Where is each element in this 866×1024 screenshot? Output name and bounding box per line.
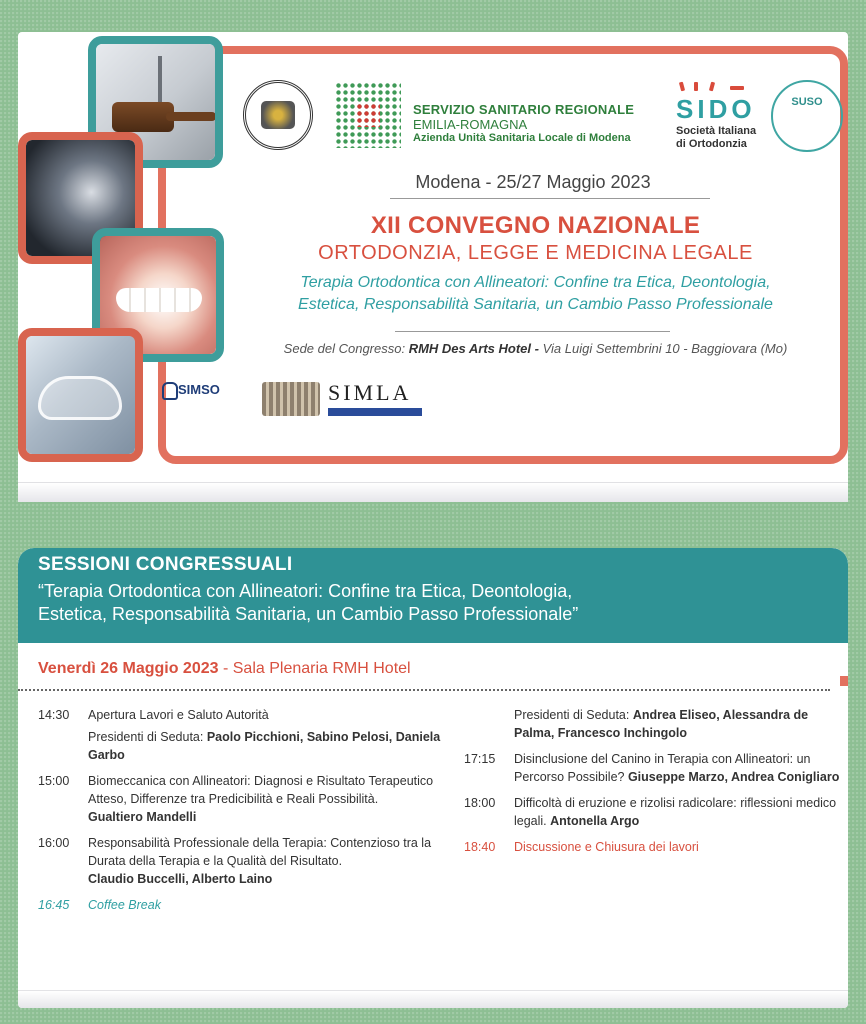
row-label: Presidenti di Seduta: [88, 730, 207, 744]
sessions-theme-line2: Estetica, Responsabilità Sanitaria, un Cambio Passo Professionale” [38, 604, 579, 624]
row-text: Discussione e Chiusura dei lavori [514, 840, 699, 854]
sessions-card [18, 548, 848, 1008]
forensic-society-logo [243, 80, 313, 150]
sessions-header [18, 548, 848, 643]
simla-emblem [262, 382, 320, 416]
sido-word: SIDO [676, 94, 756, 124]
ssr-logo-text [413, 102, 634, 144]
program-row [38, 834, 448, 888]
row-text: Difficoltà di eruzione e rizolisi radicolare: riflessioni medico legali. [514, 796, 837, 828]
row-names: Andrea Eliseo, Alessandra de Palma, Francesco Inchingolo [514, 708, 809, 740]
sido-sub1: Società Italiana [676, 125, 757, 137]
sessions-title: SESSIONI CONGRESSUALI [38, 554, 293, 575]
venue-name: RMH Des Arts Hotel [408, 341, 532, 356]
program-row [464, 750, 848, 786]
program-row [38, 706, 448, 724]
row-text: Responsabilità Professionale della Terapia: Contenzioso tra la Durata della Terapia e la Qualità del Risultato. [88, 836, 432, 868]
suso-word: SUSO [791, 96, 823, 108]
row-time [38, 728, 88, 764]
program-right [464, 706, 848, 864]
ssr-line1: SERVIZIO SANITARIO REGIONALE [413, 102, 635, 117]
program-row [464, 706, 848, 742]
sessions-theme [38, 580, 848, 626]
convention-subtitle: ORTODONZIA, LEGGE E MEDICINA LEGALE [318, 242, 753, 264]
row-time [464, 706, 514, 742]
program-left [38, 706, 448, 922]
row-text: Disinclusione del Canino in Terapia con Allineatori: un Percorso Possibile? [514, 752, 811, 784]
simla-logo [262, 380, 432, 420]
program-row [464, 794, 848, 830]
suso-logo [771, 80, 843, 152]
simso-word: SIMSO [160, 382, 250, 397]
day-label: Venerdì 26 Maggio 2023 [38, 660, 219, 677]
program-row [38, 728, 448, 764]
row-names: Antonella Argo [550, 814, 640, 828]
row-time: 17:15 [464, 752, 496, 766]
row-names: Paolo Picchioni, Sabino Pelosi, Daniela Garbo [88, 730, 441, 762]
sido-sub2: di Ortodonzia [676, 138, 747, 150]
row-label: Presidenti di Seduta: [514, 708, 633, 722]
program-row [464, 838, 848, 856]
row-time: 18:00 [464, 796, 496, 810]
day-heading [38, 660, 411, 678]
day-place: - Sala Plenaria RMH Hotel [218, 660, 411, 677]
row-names: Gualtiero Mandelli [88, 810, 197, 824]
dotted-divider [18, 689, 830, 691]
row-names: Giuseppe Marzo, Andrea Conigliaro [627, 770, 840, 784]
sessions-theme-line1: “Terapia Ortodontica con Allineatori: Confine tra Etica, Deontologia, [38, 581, 573, 601]
row-time: 18:40 [464, 840, 496, 854]
convention-theme [0, 272, 866, 316]
logo-row [243, 76, 833, 156]
simla-word: SIMLA [328, 380, 412, 405]
divider-marker [840, 676, 848, 686]
theme-line2: Estetica, Responsabilità Sanitaria, un Cambio Passo Professionale [298, 296, 773, 313]
row-time: 15:00 [38, 774, 70, 788]
venue-address: Via Luigi Settembrini 10 - Baggiovara (Mo) [542, 341, 788, 356]
row-time: 16:00 [38, 836, 70, 850]
simla-bar [328, 408, 422, 416]
top-card-strip [18, 482, 848, 502]
sido-logo [676, 82, 762, 151]
row-text: Apertura Lavori e Saluto Autorità [88, 708, 269, 722]
theme-line1: Terapia Ortodontica con Allineatori: Confine tra Etica, Deontologia, [300, 274, 771, 291]
program-row [38, 896, 448, 914]
convention-title: XII CONVEGNO NAZIONALE [370, 212, 701, 239]
simso-logo [160, 382, 250, 416]
row-text: Biomeccanica con Allineatori: Diagnosi e Risultato Terapeutico Atteso, Differenze tra Predicibilità e Reali Possibilità. [88, 774, 434, 806]
bottom-card-strip [18, 990, 848, 1008]
divider-top [390, 198, 710, 199]
ssr-dots-logo [335, 82, 401, 148]
venue-label: Sede del Congresso: [283, 341, 409, 356]
venue-line [0, 341, 866, 356]
program-row [38, 772, 448, 826]
ssr-line2: EMILIA-ROMAGNA [413, 117, 528, 132]
row-names: Claudio Buccelli, Alberto Laino [88, 872, 273, 886]
row-time: 14:30 [38, 708, 70, 722]
row-time: 16:45 [38, 898, 70, 912]
venue-separator: - [531, 341, 543, 356]
divider-mid [395, 331, 670, 332]
ssr-line3: Azienda Unità Sanitaria Locale di Modena [413, 132, 631, 144]
row-text: Coffee Break [88, 898, 161, 912]
event-date: Modena - 25/27 Maggio 2023 [415, 172, 651, 192]
congress-banner [18, 32, 848, 502]
